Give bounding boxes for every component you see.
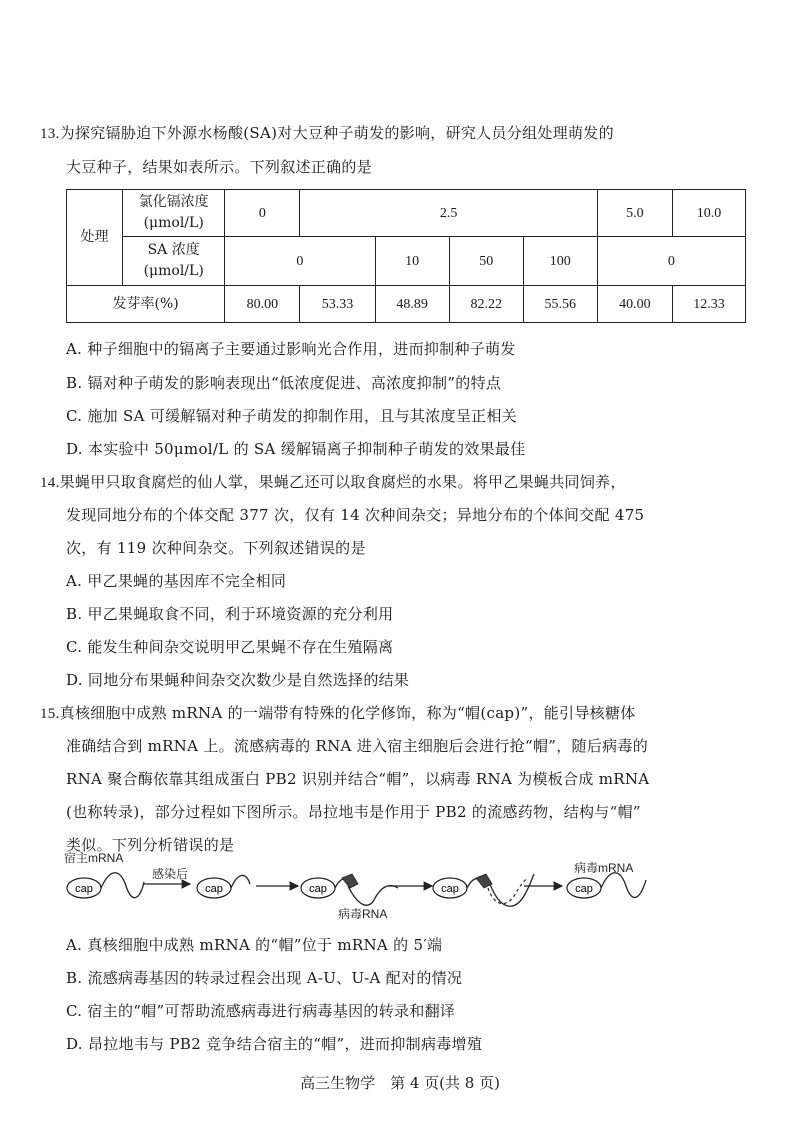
sa-value-50: 50 <box>449 237 523 286</box>
q15-option-c: C. 宿主的“帽”可帮助流感病毒进行病毒基因的转录和翻译 <box>66 1002 456 1020</box>
q13-stem-line2: 大豆种子，结果如表所示。下列叙述正确的是 <box>66 158 373 176</box>
q13-stem-text1: 为探究镉胁迫下外源水杨酸(SA)对大豆种子萌发的影响，研究人员分组处理萌发的 <box>59 124 614 142</box>
q13-number: 13. <box>40 126 60 142</box>
q13-option-d: D. 本实验中 50μmol/L 的 SA 缓解镉离子抑制种子萌发的效果最佳 <box>66 440 526 458</box>
q14-stem-line2: 发现同地分布的个体交配 377 次，仅有 14 次种间杂交；异地分布的个体间交配 475 <box>66 506 645 524</box>
cap-text: cap <box>205 883 223 895</box>
pb2-enzyme-shape <box>476 874 492 888</box>
stage4-transcription <box>433 874 534 906</box>
rate-cell: 12.33 <box>672 286 745 323</box>
rate-cell: 55.56 <box>523 286 597 323</box>
cd-value-10: 10.0 <box>672 190 745 237</box>
q15-stem-text1: 真核细胞中成熟 mRNA 的一端带有特殊的化学修饰，称为“帽(cap)”，能引导核糖体 <box>59 704 636 722</box>
q14-option-c: C. 能发生种间杂交说明甲乙果蝇不存在生殖隔离 <box>66 638 394 656</box>
q13-stem-line1 <box>40 122 614 143</box>
viral-mrna-label: 病毒mRNA <box>574 861 634 875</box>
cd-value-0: 0 <box>225 190 300 237</box>
cd-value-2-5: 2.5 <box>300 190 597 237</box>
q14-option-a: A. 甲乙果蝇的基因库不完全相同 <box>66 572 287 590</box>
q13-data-table <box>66 189 746 323</box>
sa-value-0-b: 0 <box>597 237 745 286</box>
rate-cell: 40.00 <box>597 286 672 323</box>
q15-number: 15. <box>40 706 60 722</box>
viral-mrna-strand <box>601 873 646 898</box>
q14-stem-text1: 果蝇甲只取食腐烂的仙人掌，果蝇乙还可以取食腐烂的水果。将甲乙果蝇共同饲养， <box>59 473 626 491</box>
cd-label-line1: 氯化镉浓度 <box>138 194 209 210</box>
cap-text: cap <box>309 883 327 895</box>
q13-option-c: C. 施加 SA 可缓解镉对种子萌发的抑制作用，且与其浓度呈正相关 <box>66 407 518 425</box>
cd-value-5: 5.0 <box>597 190 672 237</box>
q15-stem-line2: 准确结合到 mRNA 上。流感病毒的 RNA 进入宿主细胞后会进行抢“帽”，随后病毒的 <box>66 737 649 755</box>
sa-value-100: 100 <box>523 237 597 286</box>
sa-value-10: 10 <box>375 237 449 286</box>
q14-option-b: B. 甲乙果蝇取食不同，利于环境资源的充分利用 <box>66 605 394 623</box>
q14-stem-line3: 次，有 119 次种间杂交。下列叙述错误的是 <box>66 539 366 557</box>
cd-label-line2: (μmol/L) <box>143 215 204 231</box>
pb2-enzyme-shape <box>342 874 358 888</box>
q14-option-d: D. 同地分布果蝇种间杂交次数少是自然选择的结果 <box>66 671 410 689</box>
host-mrna-label: 宿主mRNA <box>64 851 124 865</box>
cap-text: cap <box>575 883 593 895</box>
sa-value-0-a: 0 <box>225 237 375 286</box>
q15-stem-line3: RNA 聚合酶依靠其组成蛋白 PB2 识别并结合“帽”，以病毒 RNA 为模板合成 mRNA <box>66 770 650 788</box>
q14-stem-line1 <box>40 471 626 492</box>
stage1-host-mrna <box>67 873 144 898</box>
sa-label-line2: (μmol/L) <box>143 263 204 279</box>
table-treatment-header: 处理 <box>67 190 123 286</box>
table-sa-label <box>123 237 225 286</box>
viral-rna-label: 病毒RNA <box>338 907 388 921</box>
after-infection-label: 感染后 <box>152 867 189 881</box>
q14-number: 14. <box>40 475 60 491</box>
stage3-binding-viral-rna <box>301 874 398 905</box>
q15-stem-line1 <box>40 702 636 723</box>
mrna-strand <box>101 873 144 898</box>
page-footer: 高三生物学 第 4 页(共 8 页) <box>300 1074 500 1092</box>
viral-rna-strand <box>348 886 398 906</box>
q15-option-d: D. 昂拉地韦与 PB2 竞争结合宿主的“帽”，进而抑制病毒增殖 <box>66 1035 483 1053</box>
rate-cell: 53.33 <box>300 286 375 323</box>
sa-label-line1: SA 浓度 <box>147 242 200 258</box>
rate-cell: 80.00 <box>225 286 300 323</box>
rate-cell: 48.89 <box>375 286 449 323</box>
stage5-viral-mrna <box>567 873 646 898</box>
rate-cell: 82.22 <box>449 286 523 323</box>
q13-option-b: B. 镉对种子萌发的影响表现出“低浓度促进、高浓度抑制”的特点 <box>66 374 502 392</box>
stage2-cap-fragment <box>197 875 250 898</box>
cap-text: cap <box>75 883 93 895</box>
table-cd-label <box>123 190 225 237</box>
cap-snatching-diagram <box>62 848 662 928</box>
q15-option-a: A. 真核细胞中成熟 mRNA 的“帽”位于 mRNA 的 5′端 <box>66 936 443 954</box>
q15-option-b: B. 流感病毒基因的转录过程会出现 A-U、U-A 配对的情况 <box>66 969 463 987</box>
q13-option-a: A. 种子细胞中的镉离子主要通过影响光合作用，进而抑制种子萌发 <box>66 340 516 358</box>
q15-stem-line5: 类似。下列分析错误的是 <box>66 836 235 854</box>
mrna-fragment <box>231 875 250 888</box>
viral-rna-template <box>490 874 534 906</box>
q15-stem-line4: (也称转录)，部分过程如下图所示。昂拉地韦是作用于 PB2 的流感药物，结构与“帽” <box>66 803 641 821</box>
cap-text: cap <box>441 883 459 895</box>
table-rate-label: 发芽率(%) <box>67 286 225 323</box>
